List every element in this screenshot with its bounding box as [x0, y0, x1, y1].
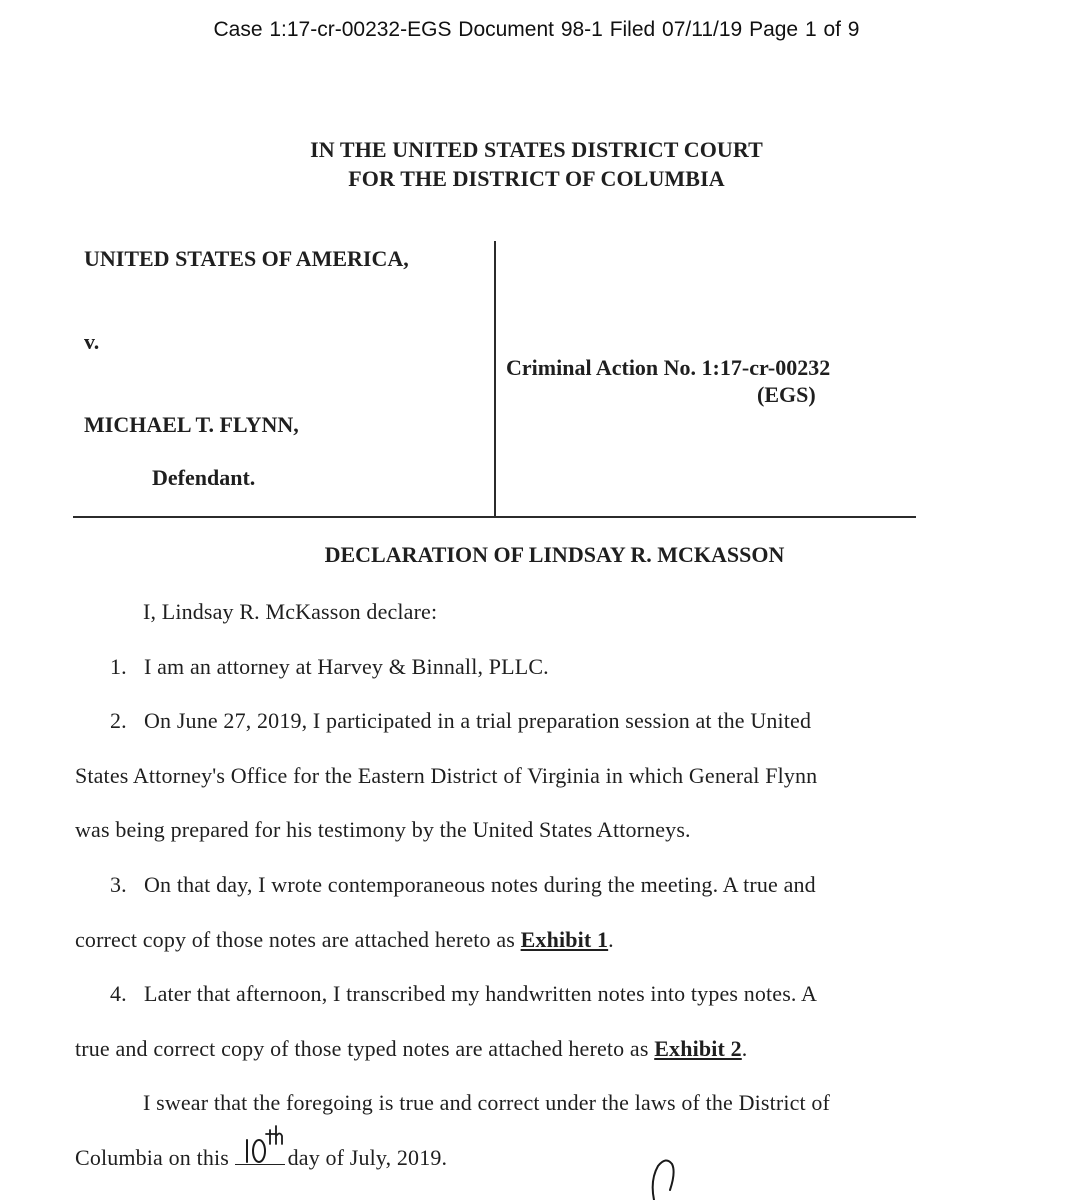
paragraph-number: 4.	[110, 981, 127, 1006]
paragraph-text: I am an attorney at Harvey & Binnall, PLLC.	[144, 654, 549, 679]
paragraph-number: 3.	[110, 872, 127, 897]
closing-suffix: day of July, 2019.	[287, 1145, 448, 1170]
paragraph-text: Later that afternoon, I transcribed my handwritten notes into types notes. A	[144, 981, 818, 1006]
court-title-line1: IN THE UNITED STATES DISTRICT COURT	[310, 137, 763, 162]
paragraph-3-line-2	[75, 927, 614, 953]
paragraph-2-line-2: States Attorney's Office for the Eastern District of Virginia in which General Flynn	[75, 763, 818, 788]
paragraph-text: correct copy of those notes are attached hereto as	[75, 927, 521, 952]
exhibit-2-reference: Exhibit 2	[654, 1036, 742, 1061]
paragraph-text: On that day, I wrote contemporaneous notes during the meeting. A true and	[144, 872, 816, 897]
handwritten-day	[237, 1126, 287, 1166]
signature-mark	[640, 1150, 720, 1200]
handwritten-day-field	[235, 1146, 285, 1165]
filing-header: Case 1:17-cr-00232-EGS Document 98-1 Filed 07/11/19 Page 1 of 9	[213, 18, 860, 41]
paragraph-text: true and correct copy of those typed notes are attached hereto as	[75, 1036, 655, 1061]
caption-divider-horizontal	[73, 516, 916, 518]
closing-prefix: Columbia on this	[75, 1145, 229, 1170]
versus-label: v.	[84, 329, 100, 354]
defendant-name: MICHAEL T. FLYNN,	[84, 412, 299, 437]
paragraph-4	[110, 981, 817, 1007]
case-judge-code: (EGS)	[757, 382, 816, 407]
paragraph-number: 2.	[110, 708, 127, 733]
plaintiff-name: UNITED STATES OF AMERICA,	[84, 246, 409, 271]
paragraph-2	[110, 708, 811, 734]
declaration-title: DECLARATION OF LINDSAY R. MCKASSON	[324, 542, 785, 567]
paragraph-1	[110, 654, 549, 680]
exhibit-1-reference: Exhibit 1	[520, 927, 609, 952]
court-title-line2: FOR THE DISTRICT OF COLUMBIA	[348, 166, 725, 191]
paragraph-2-line-3: was being prepared for his testimony by the United States Attorneys.	[75, 817, 691, 842]
declaration-intro: I, Lindsay R. McKasson declare:	[143, 599, 438, 624]
case-number: Criminal Action No. 1:17-cr-00232	[506, 355, 831, 380]
closing-date-line	[75, 1145, 447, 1171]
defendant-role: Defendant.	[152, 465, 256, 490]
punctuation: .	[741, 1036, 748, 1061]
punctuation: .	[608, 927, 614, 952]
paragraph-number: 1.	[110, 654, 127, 679]
paragraph-4-line-2	[75, 1036, 747, 1062]
paragraph-3	[110, 872, 816, 898]
caption-divider-vertical	[494, 241, 496, 517]
paragraph-text: On June 27, 2019, I participated in a trial preparation session at the United	[144, 708, 812, 733]
closing-statement: I swear that the foregoing is true and correct under the laws of the District of	[143, 1090, 831, 1115]
